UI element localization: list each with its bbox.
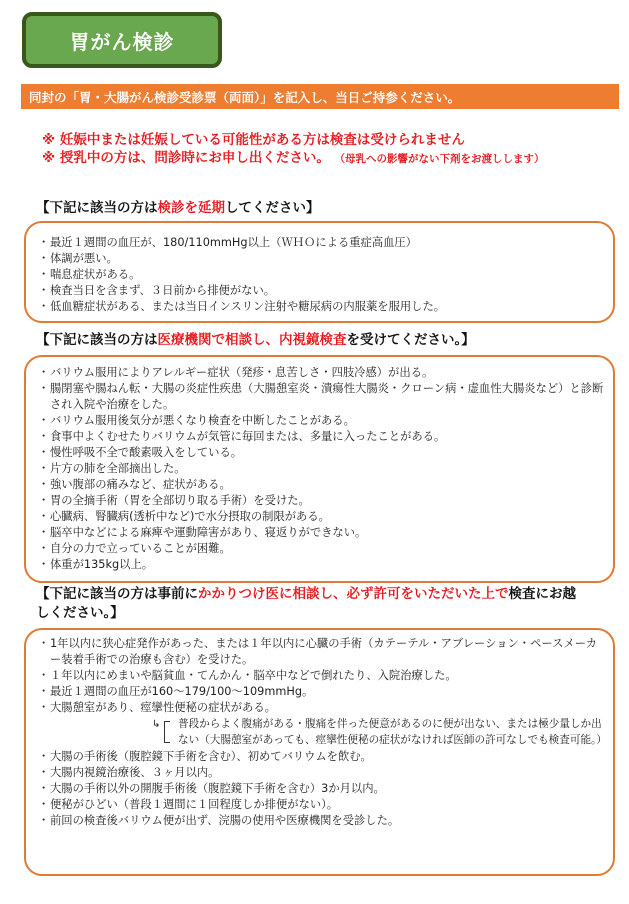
postpone-list — [38, 235, 605, 315]
list-item — [38, 813, 605, 829]
bullet: ・ — [38, 494, 50, 507]
item-text: 最近１週間の血圧が、180/110mmHg以上（ＷＨＯによる重症高血圧） — [50, 236, 418, 249]
item-text: 腸閉塞や腸ねん転・大腸の炎症性疾患（大腸憩室炎・潰瘍性大腸炎・クローン病・虚血性大腸炎など）と診断され入院や治療をした。 — [50, 382, 604, 411]
list-item — [38, 668, 605, 684]
warning-mark: ※ — [42, 150, 56, 166]
bullet: ・ — [38, 300, 50, 313]
item-text: 喘息症状がある。 — [50, 268, 141, 281]
bullet: ・ — [38, 814, 50, 827]
note-text: 普段からよく腹痛がある・腹痛を伴った便意があるのに便が出ない、または極少量しか出ない（大腸憩室があっても、痙攣性便秘の症状がなければ医師の許可なしでも検査可能。） — [178, 718, 607, 746]
item-text: 心臓病、腎臓病(透析中など)で水分摂取の制限がある。 — [50, 510, 330, 523]
item-text: 体調が悪い。 — [50, 252, 118, 265]
list-item — [38, 765, 605, 781]
list-item — [38, 525, 605, 541]
list-item — [38, 445, 605, 461]
section-consult-box — [24, 628, 615, 876]
item-text: 大腸の手術後（腹腔鏡下手術を含む）、初めてバリウムを飲む。 — [50, 750, 372, 763]
item-text: 強い腹部の痛みなど、症状がある。 — [50, 478, 231, 491]
bullet: ・ — [38, 478, 50, 491]
bullet: ・ — [38, 637, 50, 650]
item-text: 食事中よくむせたりバリウムが気管に毎回または、多量に入ったことがある。 — [50, 430, 446, 443]
section-endoscopy-heading — [36, 331, 475, 350]
list-item — [38, 429, 605, 445]
item-text: 自分の力で立っていることが困難。 — [50, 542, 231, 555]
item-text: バリウム服用によりアレルギー症状（発疹・息苦しさ・四肢冷感）が出る。 — [50, 366, 434, 379]
item-text: バリウム服用後気分が悪くなり検査を中断したことがある。 — [50, 414, 355, 427]
bullet: ・ — [38, 366, 50, 379]
list-item — [38, 283, 605, 299]
list-item — [38, 541, 605, 557]
bullet: ・ — [38, 510, 50, 523]
bullet: ・ — [38, 462, 50, 475]
endoscopy-list — [38, 365, 605, 573]
page-title-text: 胃がん検診 — [69, 29, 175, 54]
heading-text: 【下記に該当の方は事前に — [36, 586, 198, 602]
warning-text: 妊娠中または妊娠している可能性がある方は検査は受けられません — [59, 132, 465, 148]
item-text: 大腸の手術以外の開腹手術後（腹腔鏡下手術を含む）3か月以内。 — [50, 782, 385, 795]
list-item — [38, 557, 605, 573]
list-item — [38, 477, 605, 493]
bullet: ・ — [38, 782, 50, 795]
bullet: ・ — [38, 430, 50, 443]
list-item — [38, 299, 605, 315]
list-item — [38, 267, 605, 283]
section-consult-heading — [36, 585, 586, 623]
bullet: ・ — [38, 526, 50, 539]
list-item — [38, 797, 605, 813]
instruction-banner-text: 同封の「胃・大腸がん検診受診票（両面）」を記入し、当日ご持参ください。 — [29, 89, 461, 105]
diverticula-note — [152, 717, 605, 748]
bullet: ・ — [38, 766, 50, 779]
list-item — [38, 493, 605, 509]
heading-text: してください】 — [225, 200, 320, 216]
bullet: ・ — [38, 236, 50, 249]
list-item — [38, 636, 605, 668]
item-text: 大腸憩室があり、痙攣性便秘の症状がある。 — [50, 701, 276, 714]
consult-list — [38, 636, 605, 716]
list-item — [38, 381, 605, 413]
list-item — [38, 461, 605, 477]
heading-emphasis: 検診を延期 — [157, 200, 225, 216]
item-text: 胃の全摘手術（胃を全部切り取る手術）を受けた。 — [50, 494, 310, 507]
heading-emphasis: かかりつけ医に相談し、必ず許可をいただいた上で — [198, 586, 509, 602]
list-item — [38, 749, 605, 765]
item-text: 慢性呼吸不全で酸素吸入をしている。 — [50, 446, 243, 459]
list-item — [38, 781, 605, 797]
list-item — [38, 700, 605, 716]
item-text: 1年以内に狭心症発作があった、または１年以内に心臓の手術（カテーテル・アブレーション・ペースメーカー装着手術での治療も含む）を受けた。 — [50, 637, 598, 666]
section-endoscopy-box — [24, 355, 615, 583]
heading-text: 【下記に該当の方は — [36, 332, 158, 348]
item-text: 検査当日を含まず、３日前から排便がない。 — [50, 284, 276, 297]
warning-mark: ※ — [42, 132, 56, 148]
item-text: 前回の検査後バリウム便が出ず、浣腸の使用や医療機関を受診した。 — [50, 814, 400, 827]
warning-pregnancy — [42, 128, 465, 148]
section-postpone-heading — [36, 199, 320, 218]
consult-list-after — [38, 749, 605, 829]
list-item — [38, 251, 605, 267]
warning-breastfeeding — [42, 146, 545, 166]
item-text: 便秘がひどい（普段１週間に１回程度しか排便がない）。 — [50, 798, 339, 811]
item-text: 大腸内視鏡治療後、３ヶ月以内。 — [50, 766, 220, 779]
item-text: 脳卒中などによる麻痺や運動障害があり、寝返りができない。 — [50, 526, 367, 539]
bullet: ・ — [38, 542, 50, 555]
list-item — [38, 413, 605, 429]
warning-text: 授乳中の方は、問診時にお申し出ください。 — [59, 150, 330, 166]
list-item — [38, 365, 605, 381]
bullet: ・ — [38, 268, 50, 281]
instruction-banner — [21, 84, 619, 109]
warning-note: （母乳への影響がない下剤をお渡しします） — [334, 153, 545, 165]
bullet: ・ — [38, 414, 50, 427]
bracket-decoration — [164, 721, 170, 743]
bullet: ・ — [38, 558, 50, 571]
item-text: 体重が135kg以上。 — [50, 558, 154, 571]
bullet: ・ — [38, 284, 50, 297]
bullet: ・ — [38, 798, 50, 811]
bullet: ・ — [38, 446, 50, 459]
bullet: ・ — [38, 701, 50, 714]
list-item — [38, 509, 605, 525]
bullet: ・ — [38, 382, 50, 395]
heading-text: 検査にお越しください。】 — [36, 586, 576, 621]
section-postpone-box — [24, 221, 615, 323]
list-item — [38, 235, 605, 251]
item-text: 片方の肺を全部摘出した。 — [50, 462, 186, 475]
list-item — [38, 684, 605, 700]
consult-list-continued — [38, 716, 605, 829]
bullet: ・ — [38, 685, 50, 698]
heading-text: を受けてください。】 — [346, 332, 475, 348]
heading-text: 【下記に該当の方は — [36, 200, 158, 216]
heading-emphasis: 医療機関で相談し、内視鏡検査 — [157, 332, 347, 348]
page-title — [22, 12, 222, 68]
item-text: 低血糖症状がある、または当日インスリン注射や糖尿病の内服薬を服用した。 — [50, 300, 446, 313]
return-arrow-icon: ↳ — [152, 719, 161, 730]
bullet: ・ — [38, 669, 50, 682]
bullet: ・ — [38, 252, 50, 265]
item-text: 最近１週間の血圧が160～179/100～109mmHg。 — [50, 685, 314, 698]
bullet: ・ — [38, 750, 50, 763]
item-text: １年以内にめまいや脳貧血・てんかん・脳卒中などで倒れたり、入院治療した。 — [50, 669, 457, 682]
